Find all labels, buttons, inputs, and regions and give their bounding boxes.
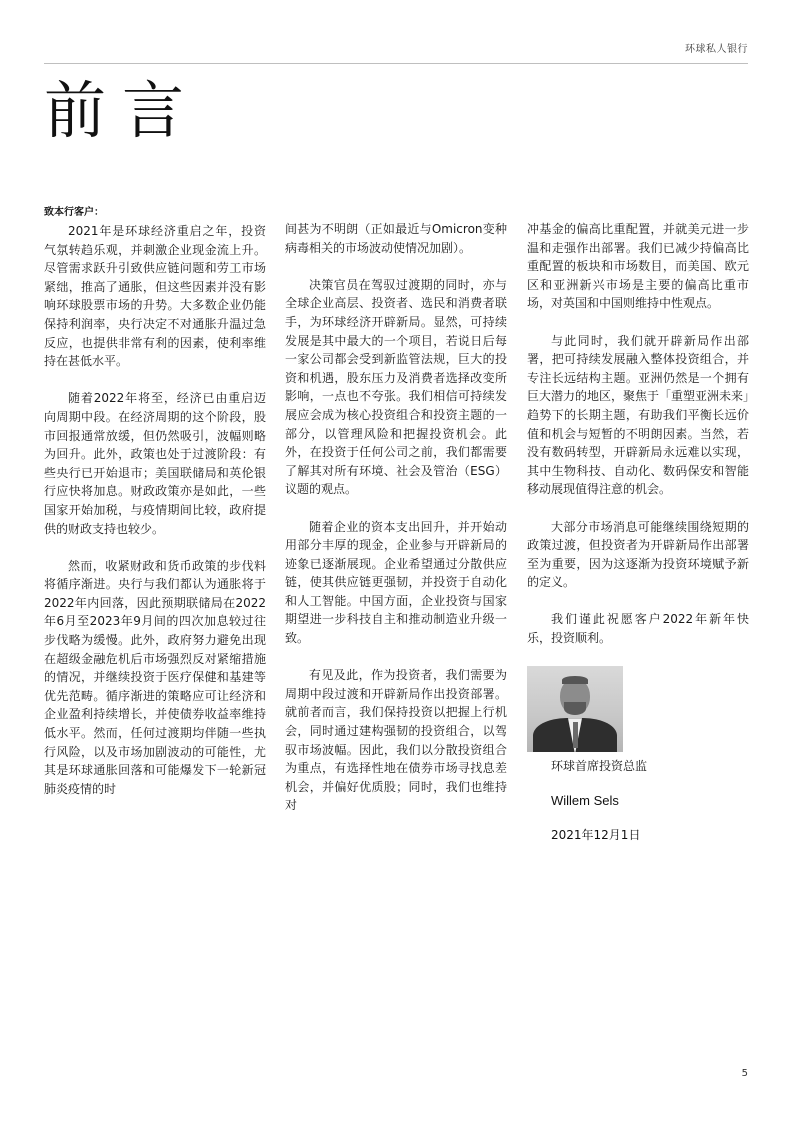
header-brand: 环球私人银行 bbox=[685, 44, 748, 55]
paragraph-continuation: 间甚为不明朗（正如最近与Omicron变种病毒相关的市场波动使情况加剧）。 bbox=[285, 222, 507, 255]
paragraph: 决策官员在驾驭过渡期的同时，亦与全球企业高层、投资者、选民和消费者联手，为环球经济开辟新局。显然，可持续发展是其中最大的一个项目，若说日后每一家公司都会受到新监管法规，巨大的投资和机遇，股东压力及消费者选择改变所影响，一点也不夸张。我们相信可持续发展应会成为核心投资组合和投资主题的一部分，以管理风险和把握投资机会。此外，在投资于任何公司之前，我们都需要了解其对所有环境、社会及管治（ESG）议题的观点。 bbox=[285, 277, 507, 497]
paragraph: 随着2022年将至，经济已由重启迈向周期中段。在经济周期的这个阶段，股市回报通常放缓，但仍然吸引，波幅则略为回升。此外，政策也处于过渡阶段：有些央行已开始退市；美国联储局和英伦银行应快将加息。财政政策亦是如此，一些国家开始加税，与疫情期间比较，政府提供的财政支持也较少。 bbox=[44, 391, 266, 536]
author-portrait bbox=[527, 666, 623, 752]
paragraph-continuation: 冲基金的偏高比重配置，并就美元进一步温和走强作出部署。我们已减少持偏高比重配置的板块和市场数目，而美国、欧元区和亚洲新兴市场是主要的偏高比重市场，对英国和中国则维持中性观点。 bbox=[527, 222, 749, 311]
salutation: 致本行客户： bbox=[44, 207, 104, 218]
signature-date: 2021年12月1日 bbox=[551, 828, 641, 843]
page-title: 前言 bbox=[44, 74, 201, 147]
text-column-1 bbox=[44, 222, 266, 817]
paragraph: 随着企业的资本支出回升，并开始动用部分丰厚的现金，企业参与开辟新局的迹象已逐渐展现。企业希望通过分散供应链，使其供应链更强韧，并投资于自动化和人工智能。中国方面，企业投资与国家期望进一步科技自主和推动制造业升级一致。 bbox=[285, 519, 507, 646]
portrait-beard bbox=[564, 702, 586, 715]
page-number: 5 bbox=[741, 1068, 748, 1079]
text-column-2 bbox=[285, 220, 507, 834]
header-divider bbox=[44, 63, 748, 64]
paragraph: 大部分市场消息可能继续围绕短期的政策过渡，但投资者为开辟新局作出部署至为重要，因为这逐渐为投资环境赋予新的定义。 bbox=[527, 519, 749, 590]
paragraph: 有见及此，作为投资者，我们需要为周期中段过渡和开辟新局作出投资部署。就前者而言，我们保持投资以把握上行机会，同时通过建构强韧的投资组合，以驾驭市场波幅。因此，我们以分散投资组合为重点，有选择性地在债券市场寻找息差机会，并偏好优质股；同时，我们也维持对 bbox=[285, 668, 507, 813]
paragraph: 与此同时，我们就开辟新局作出部署，把可持续发展融入整体投资组合，并专注长远结构主题。亚洲仍然是一个拥有巨大潜力的地区，聚焦于「重塑亚洲未来」趋势下的长期主题，有助我们平衡长远价值和机会与短暂的不明朗因素。当然，若没有数码转型，开辟新局永远难以实现，其中生物科技、自动化、数码保安和智能移动展现值得注意的机会。 bbox=[527, 333, 750, 497]
portrait-hair bbox=[562, 676, 588, 684]
portrait-tie bbox=[573, 722, 578, 748]
signature-name: Willem Sels bbox=[551, 792, 619, 808]
paragraph: 然而，收紧财政和货币政策的步伐料将循序渐进。央行与我们都认为通胀将于2022年内回落，因此预期联储局在2022年6月至2023年9月间的四次加息较过往步伐略为缓慢。此外，政府努力避免出现在超级金融危机后市场强烈反对紧缩措施的情况，并继续投资于医疗保健和基建等优先范畴。循序渐进的策略应可让经济和企业盈利持续增长，并使债券收益率维持低水平。然而，任何过渡期均伴随一些执行风险，以及市场加剧波动的可能性，尤其是环球通胀回落和可能爆发下一轮新冠肺炎疫情的时 bbox=[44, 558, 266, 796]
signature-title: 环球首席投资总监 bbox=[551, 759, 648, 774]
text-column-3 bbox=[527, 220, 749, 862]
paragraph: 2021年是环球经济重启之年，投资气氛转趋乐观，并刺激企业现金流上升。尽管需求跃升引致供应链问题和劳工市场紧绌，推高了通胀，但这些因素并没有影响环球股票市场的升势。大多数企业仍能保持利润率，央行决定不对通胀升温过急反应，也提供非常有利的因素，使利率维持在甚低水平。 bbox=[44, 224, 266, 369]
paragraph: 我们谨此祝愿客户2022年新年快乐，投资顺利。 bbox=[527, 612, 749, 646]
